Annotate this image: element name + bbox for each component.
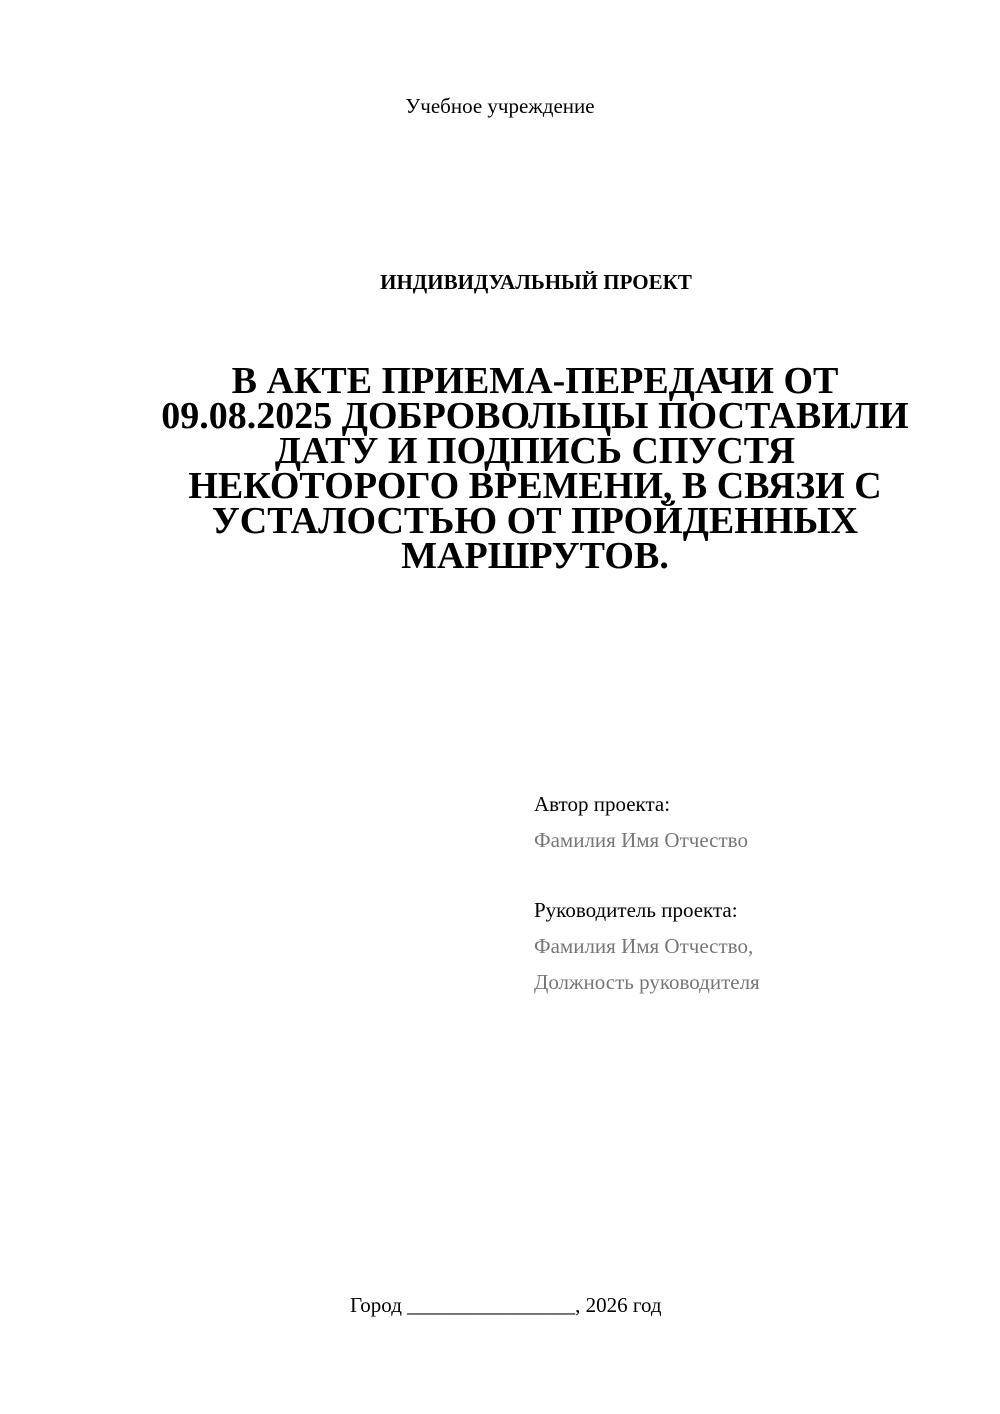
project-title-line: ДАТУ И ПОДПИСЬ СПУСТЯ — [274, 430, 796, 472]
author-name: Фамилия Имя Отчество — [534, 828, 748, 852]
project-title-line: МАРШРУТОВ. — [401, 535, 669, 577]
project-title-line: В АКТЕ ПРИЕМА-ПЕРЕДАЧИ ОТ — [231, 360, 839, 402]
supervisor-block — [534, 892, 974, 1000]
author-block — [534, 786, 974, 858]
city-year-line: Город ________________, 2026 год — [350, 1293, 662, 1317]
project-type-heading: ИНДИВИДУАЛЬНЫЙ ПРОЕКТ — [380, 270, 692, 294]
supervisor-label: Руководитель проекта: — [534, 898, 738, 922]
project-title-line: НЕКОТОРОГО ВРЕМЕНИ, В СВЯЗИ С — [188, 465, 882, 507]
author-label: Автор проекта: — [534, 792, 671, 816]
project-title-line: УСТАЛОСТЬЮ ОТ ПРОЙДЕННЫХ — [211, 500, 859, 542]
supervisor-position: Должность руководителя — [534, 970, 760, 994]
institution-name: Учебное учреждение — [405, 94, 595, 118]
supervisor-name: Фамилия Имя Отчество, — [534, 934, 754, 958]
project-title — [140, 360, 930, 577]
project-title-line: 09.08.2025 ДОБРОВОЛЬЦЫ ПОСТАВИЛИ — [161, 395, 909, 437]
